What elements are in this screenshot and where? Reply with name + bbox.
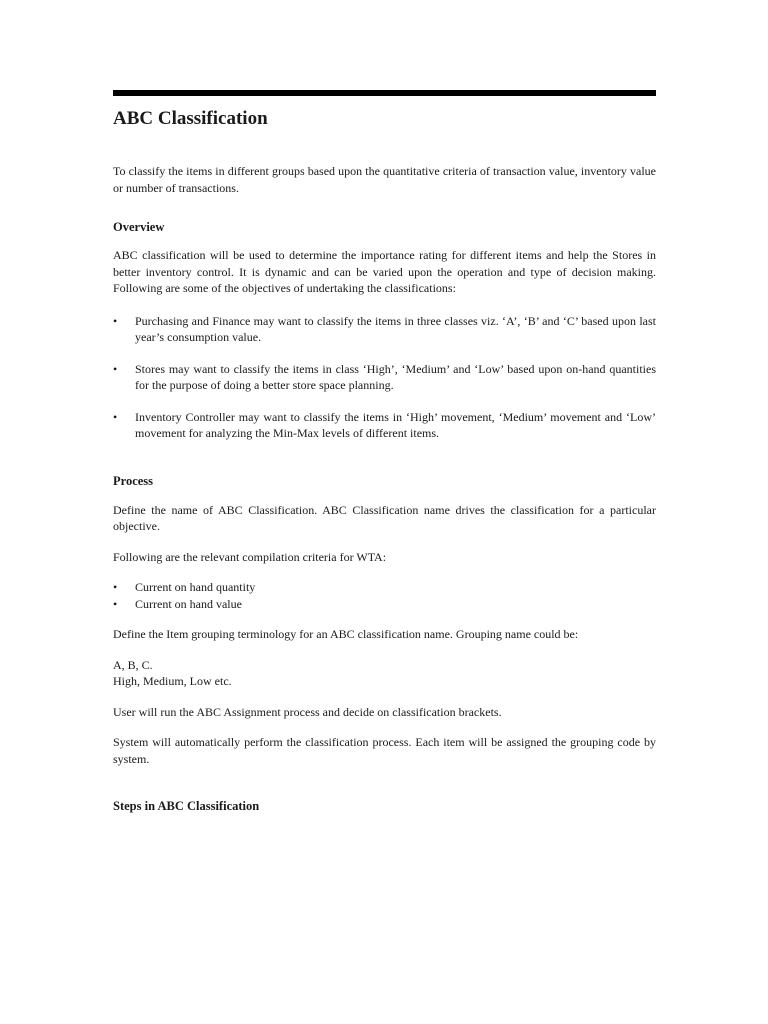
list-item <box>113 313 656 346</box>
grouping-example-1: A, B, C. <box>113 657 153 672</box>
list-item-text: Current on hand value <box>135 596 242 611</box>
process-paragraph-5: System will automatically perform the classification process. Each item will be assigned the grouping code by system. <box>113 735 656 766</box>
list-item-text: Current on hand quantity <box>135 580 256 594</box>
page-title: ABC Classification <box>113 108 268 129</box>
list-item-text: Purchasing and Finance may want to classify the items in three classes viz. ‘A’, ‘B’ and ‘C’ based upon last year’s consumption value. <box>135 313 656 344</box>
process-paragraph-4: User will run the ABC Assignment process and decide on classification brackets. <box>113 704 502 719</box>
bullet-icon: • <box>113 313 118 328</box>
grouping-example-2: High, Medium, Low etc. <box>113 674 232 688</box>
steps-heading: Steps in ABC Classification <box>113 799 260 813</box>
criteria-list <box>113 579 656 612</box>
list-item-text: Inventory Controller may want to classify the items in ‘High’ movement, ‘Medium’ movement and ‘Low’ movement for analyzing the Min-Max levels of different items. <box>135 409 656 440</box>
objectives-list <box>113 313 656 442</box>
list-item <box>113 361 656 394</box>
bullet-icon: • <box>113 580 118 594</box>
overview-paragraph: ABC classification will be used to determine the importance rating for different items and help the Stores in better inventory control. It is dynamic and can be varied upon the operation and type of decision making. Following are some of the objectives of undertaking the classifications: <box>113 248 656 295</box>
list-item <box>113 409 656 442</box>
list-item-text: Stores may want to classify the items in class ‘High’, ‘Medium’ and ‘Low’ based upon on-hand quantities for the purpose of doing a better store space planning. <box>135 361 656 392</box>
process-heading: Process <box>113 473 154 488</box>
list-item <box>113 579 656 596</box>
process-paragraph-1: Define the name of ABC Classification. ABC Classification name drives the classification for a particular objective. <box>113 502 656 533</box>
process-paragraph-3: Define the Item grouping terminology for an ABC classification name. Grouping name could be: <box>113 627 579 641</box>
top-rule <box>113 90 656 96</box>
bullet-icon: • <box>113 596 118 611</box>
process-paragraph-2: Following are the relevant compilation criteria for WTA: <box>113 549 387 564</box>
bullet-icon: • <box>113 361 118 376</box>
bullet-icon: • <box>113 409 118 424</box>
document-page <box>113 90 656 815</box>
intro-paragraph: To classify the items in different groups based upon the quantitative criteria of transaction value, inventory value or number of transactions. <box>113 164 656 195</box>
overview-heading: Overview <box>113 220 165 234</box>
list-item <box>113 596 656 613</box>
